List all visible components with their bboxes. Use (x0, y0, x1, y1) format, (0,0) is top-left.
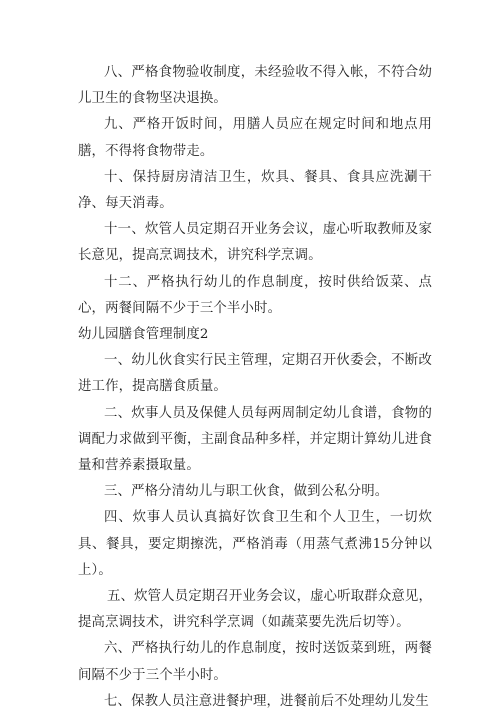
section-paragraph-3: 三、严格分清幼儿与职工伙食，做到公私分明。 (104, 484, 389, 500)
paragraph-rule-12: 十二、严格执行幼儿的作息制度，按时供给饭菜、点心，两餐间隔不少于三个半小时。 (78, 274, 432, 316)
section-paragraph-7: 七、保教人员注意进餐护理，进餐前后不处理幼儿发生 (104, 693, 429, 709)
section-paragraph-2: 二、炊事人员及保健人员每两周制定幼儿食谱，食物的调配力求做到平衡，主副食品种多样，并定期计算幼儿进食量和营养素摄取量。 (78, 405, 432, 474)
section-title: 幼儿园膳食管理制度2 (78, 327, 209, 343)
document-body (78, 60, 432, 715)
section-paragraph-1: 一、幼儿伙食实行民主管理，定期召开伙委会，不断改进工作，提高膳食质量。 (78, 353, 432, 395)
paragraph-rule-9: 九、严格开饭时间，用膳人员应在规定时间和地点用膳，不得将食物带走。 (78, 117, 432, 159)
paragraph-rule-10: 十、保持厨房清洁卫生，炊具、餐具、食具应洗涮干净、每天消毒。 (78, 169, 432, 212)
section-paragraph-4: 四、炊事人员认真搞好饮食卫生和个人卫生，一切炊具、餐具，要定期擦洗，严格消毒（用蒸气煮沸15分钟以上）。 (78, 510, 432, 578)
section-paragraph-6: 六、严格执行幼儿的作息制度，按时送饭菜到班，两餐间隔不少于三个半小时。 (78, 641, 432, 683)
section-paragraph-5: 五、炊管人员定期召开业务会议，虚心听取群众意见，提高烹调技术，讲究科学烹调（如蔬菜要先洗后切等）。 (78, 589, 432, 631)
paragraph-rule-8: 八、严格食物验收制度，未经验收不得入帐，不符合幼儿卫生的食物坚决退换。 (78, 65, 432, 107)
paragraph-rule-11: 十一、炊管人员定期召开业务会议，虚心听取教师及家长意见，提高烹调技术，讲究科学烹调。 (78, 222, 432, 264)
